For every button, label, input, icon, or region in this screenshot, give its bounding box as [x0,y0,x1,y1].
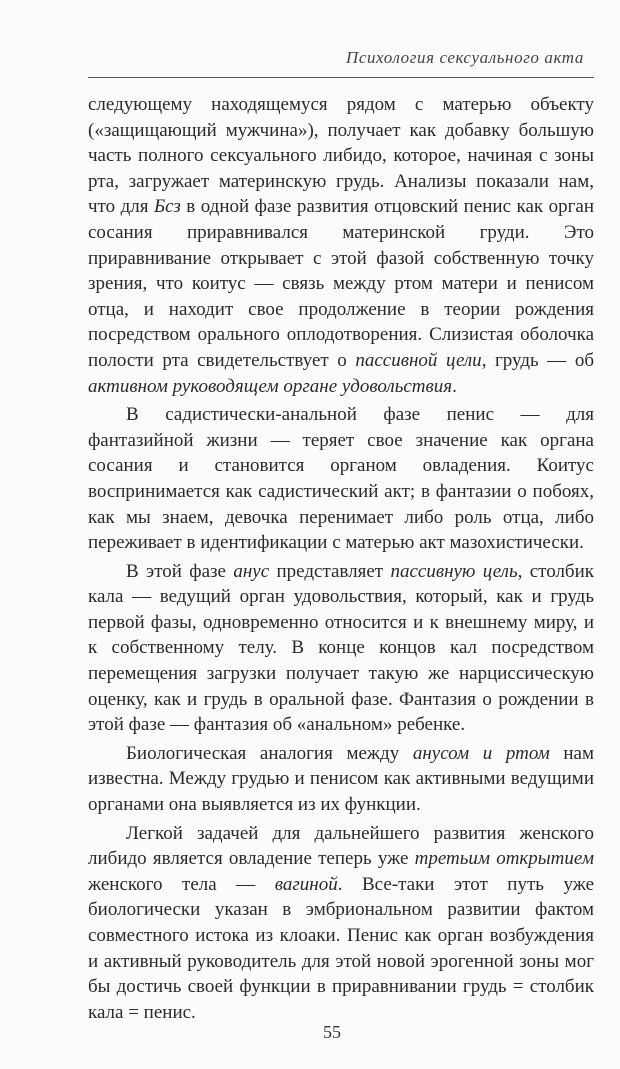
paragraph [88,402,594,556]
italic-phrase: пассивной цели [355,349,482,371]
text-run: , столбик кала — ведущий орган удовольствия, который, как и грудь первой фазы, одновременно относится и к внешнему миру, и к собственному телу. В конце концов кал посредством перемещения загрузки получает такую же нарциссическую оценку, как и грудь в оральной фазе. Фантазия о рождении в этой фазе — фантазия об «анальном» ребенке. [88,560,594,736]
text-run: В садистически-анальной фазе пенис — для фантазийной жизни — теряет свое значение как органа сосания и становится органом овладения. Коитус воспринимается как садистический акт; в фантазии о побоях, как мы знаем, девочка перенимает либо роль отца, либо переживает в идентификации с матерью акт мазохистически. [88,404,594,554]
italic-phrase: Бсз [153,196,181,218]
text-run: Биологическая аналогия между [126,742,413,764]
header-rule [88,77,594,78]
italic-phrase: третьим открытием [414,848,594,870]
italic-phrase: анусом и ртом [412,742,550,764]
italic-phrase: активном руководящем органе удовольствия [88,375,453,397]
body-text [88,92,594,1028]
text-run: женского тела — [88,873,275,895]
text-run: Легкой задачей для дальнейшего развития женского либидо является овладение теперь уже [88,822,594,870]
italic-phrase: анус [233,560,270,582]
paragraph [88,821,594,1026]
italic-phrase: вагиной [274,873,338,895]
running-head: Психология сексуального акта [345,48,584,67]
text-run: В этой фазе [126,560,234,582]
text-run: . Все-таки этот путь уже биологически указан в эмбриональном развитии фактом совместного истока из клоаки. Пенис как орган возбуждения и активный руководитель для этой новой эрогенной зоны мог бы достичь своей функции в приравнивании грудь = столбик кала = пенис. [88,873,595,1023]
page-number: 55 [323,1022,341,1042]
paragraph [88,559,594,738]
text-run: следующему находящемуся рядом с матерью объекту («защищающий мужчина»), получает как добавку большую часть полного сексуального либидо, которое, начиная с зоны рта, загружает материнскую грудь. Анализы показали нам, что для [88,94,594,218]
paragraph [88,92,594,399]
text-run: , грудь — об [481,349,594,371]
paragraph [88,741,594,818]
text-run: . [452,375,457,397]
text-run: нам известна. Между грудью и пенисом как активными ведущими органами она выявляется из их функции. [88,742,595,816]
text-run: представляет [269,560,391,582]
text-run: в одной фазе развития отцовский пенис как орган сосания приравнивался материнской груди. Это приравнивание открывает с этой фазой собственную точку зрения, что коитус — связь между ртом матери и пенисом отца, и находит свое продолжение в теории рождения посредством орального оплодотворения. Слизистая оболочка полости рта свидетельствует о [88,196,594,371]
italic-phrase: пассивную цель [390,560,518,582]
